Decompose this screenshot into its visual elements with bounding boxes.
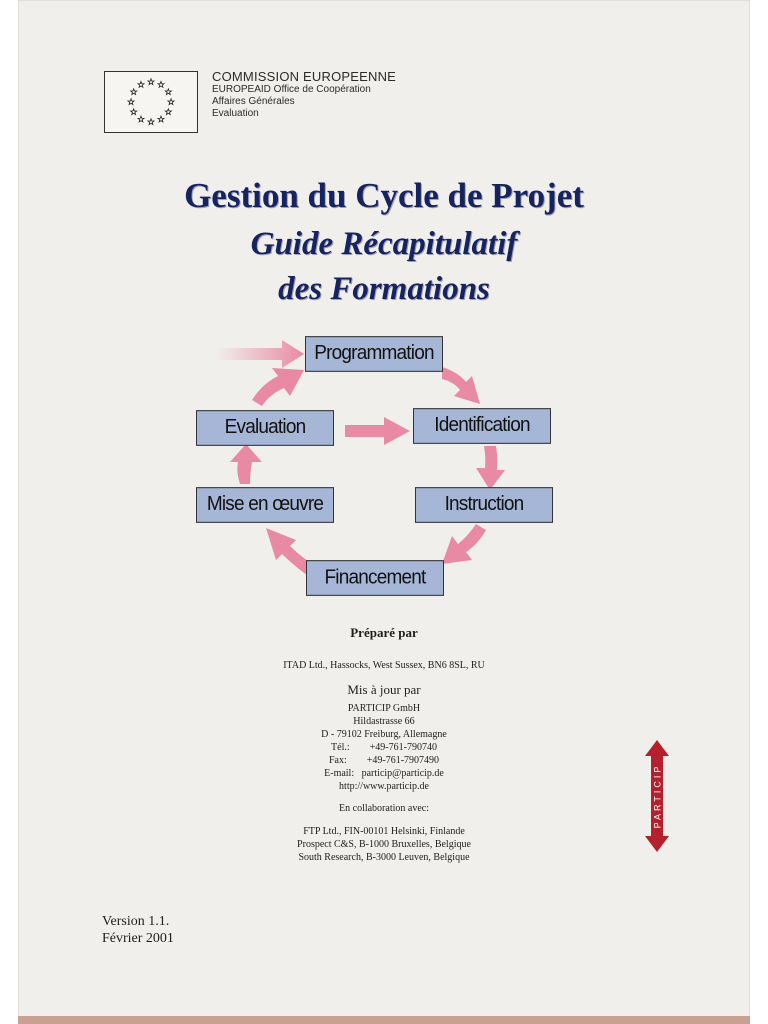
version-number: Version 1.1. [102, 914, 170, 929]
page-bottom-edge [18, 1016, 750, 1024]
eu-star-icon [131, 109, 137, 115]
commission-name: COMMISSION EUROPEENNE [212, 69, 397, 84]
address-line: Fax: +49-761-7907490 [328, 755, 440, 766]
box-identification: Identification [413, 408, 551, 444]
address-line: D - 79102 Freiburg, Allemagne [321, 729, 447, 740]
updated-label: Mis à jour par [347, 682, 421, 697]
eu-star-icon [138, 116, 144, 122]
subtitle-line-1: Guide Récapitulatif [250, 226, 518, 262]
eu-star-icon [148, 79, 154, 85]
box-instruction: Instruction [415, 487, 553, 523]
partner-line: South Research, B-3000 Leuven, Belgique [298, 852, 470, 863]
eu-star-icon [158, 81, 164, 87]
particip-logo-label: PARTICIP [652, 763, 662, 829]
address-line: Tél.: +49-761-790740 [331, 742, 437, 753]
version-date: Février 2001 [102, 931, 174, 946]
subtitle-line-2: des Formations [278, 271, 490, 307]
box-mise-en-oeuvre: Mise en œuvre [196, 487, 334, 523]
box-evaluation: Evaluation [196, 410, 334, 446]
address-line: PARTICIP GmbH [347, 703, 421, 714]
box-programmation: Programmation [305, 336, 443, 372]
eu-star-icon [158, 116, 164, 122]
eu-star-icon [148, 119, 154, 125]
eu-star-icon [138, 81, 144, 87]
eu-star-icon [168, 99, 174, 105]
eu-star-icon [165, 109, 171, 115]
collaboration-label: En collaboration avec: [339, 803, 429, 814]
main-title: Gestion du Cycle de Projet [184, 176, 584, 215]
partner-line: FTP Ltd., FIN-00101 Helsinki, Finlande [303, 826, 465, 837]
eu-flag-logo [104, 71, 198, 133]
prepared-by: ITAD Ltd., Hassocks, West Sussex, BN6 8SL, RU [283, 660, 485, 671]
address-line: Hildastrasse 66 [353, 716, 415, 727]
box-financement: Financement [306, 560, 444, 596]
document-page [18, 0, 750, 1024]
eu-star-icon [128, 99, 134, 105]
partner-line: Prospect C&S, B-1000 Bruxelles, Belgique [297, 839, 471, 850]
commission-unit: Evaluation [212, 108, 259, 119]
particip-logo-text [645, 760, 669, 832]
address-line: E-mail: particip@particip.de [324, 768, 444, 779]
commission-department: Affaires Générales [212, 96, 295, 107]
commission-header [212, 70, 396, 120]
commission-office: EUROPEAID Office de Coopération [212, 84, 371, 95]
eu-star-icon [165, 89, 171, 95]
version-info [102, 913, 174, 947]
eu-star-icon [131, 89, 137, 95]
address-line: http://www.particip.de [339, 781, 429, 792]
prepared-label: Préparé par [350, 625, 418, 640]
